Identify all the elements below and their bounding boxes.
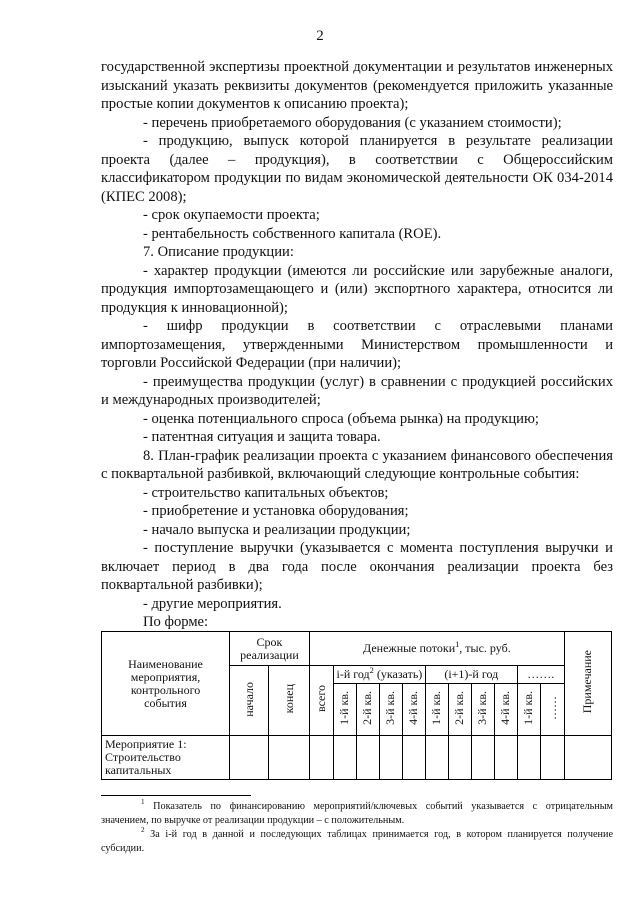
paragraph: - поступление выручки (указывается с момента поступления выручки и включает период в два года после окончания реализации проекта без поквартальной разбивки); (101, 540, 613, 593)
paragraph: - оценка потенциального спроса (объема рынка) на продукцию; (143, 410, 539, 427)
header-quarter: 1-й кв. (517, 684, 540, 736)
footnote-ref: 1 (455, 640, 460, 649)
table-cell (230, 736, 269, 780)
footnote-ref: 2 (369, 666, 374, 675)
header-term: Срок реализации (230, 632, 310, 666)
paragraph: - продукцию, выпуск которой планируется в результате реализации проекта (далее – продукция), в соответствии с Общероссийским классификатором продукции по видам экономической деятельности ОК 034-2014 (КПЕС 2008); (101, 133, 613, 205)
table-cell (517, 736, 540, 780)
section-heading: 8. План-график реализации проекта с указанием финансового обеспечения с поквартальной разбивкой, включающий следующие контрольные события: (101, 447, 613, 482)
paragraph: - перечень приобретаемого оборудования (с указанием стоимости); (143, 114, 562, 131)
page-number: 2 (316, 28, 324, 44)
footnote: $^1$ Показатель по финансированию мероприятий/ключевых событий указывается с отрицательным значением, по выручке от реализации продукции – с положительным. (101, 798, 613, 826)
table-cell (564, 736, 611, 780)
paragraph: - приобретение и установка оборудования; (143, 503, 409, 519)
header-year-i: i-й год$^2$ (указать) (333, 666, 425, 684)
header-quarter: 1-й кв. (425, 684, 448, 736)
header-cash-flows: Денежные потоки$^1$, тыс. руб. (309, 632, 564, 666)
footnote-number: 2 (141, 826, 145, 834)
header-quarter: 3-й кв. (471, 684, 494, 736)
paragraph: - шифр продукции в соответствии с отраслевыми планами импортозамещения, утвержденными Министерством промышленности и торговли Российской Федерации (при наличии); (101, 318, 613, 371)
header-quarter: 3-й кв. (379, 684, 402, 736)
paragraph: - преимущества продукции (услуг) в сравнении с продукцией российских и международных производителей; (101, 373, 613, 408)
footnote: $^2$ За i-й год в данной и последующих таблицах принимается год, в котором планируется получение субсидии. (101, 826, 613, 854)
footnote-divider (101, 795, 251, 796)
header-total: всего (309, 666, 333, 736)
header-year-i-plus-1: (i+1)-й год (425, 666, 517, 684)
header-note: Примечание (564, 632, 611, 736)
footnotes (101, 795, 613, 856)
header-year-more: ……. (517, 666, 564, 684)
paragraph: - срок окупаемости проекта; (143, 207, 320, 223)
table-cell (269, 736, 310, 780)
table-cell (494, 736, 517, 780)
paragraph: - характер продукции (имеются ли российские или зарубежные аналоги, продукция импортозамещающего и (или) экспортного характера, относится ли продукция к инновационной); (101, 262, 613, 316)
table-cell (309, 736, 333, 780)
document-body (101, 58, 613, 632)
paragraph: - строительство капитальных объектов; (143, 484, 389, 501)
header-end: конец (269, 666, 310, 736)
table-cell (471, 736, 494, 780)
table-cell (540, 736, 564, 780)
paragraph: - рентабельность собственного капитала (ROE). (143, 225, 442, 242)
paragraph: По форме: (143, 614, 209, 630)
paragraph: государственной экспертизы проектной документации и результатов инженерных изысканий указать реквизиты документов (рекомендуется приложить указанные простые копии документов к описанию проекта); (101, 59, 613, 112)
header-ellipsis: …… (540, 684, 564, 736)
table-cell (379, 736, 402, 780)
header-quarter: 1-й кв. (333, 684, 356, 736)
header-quarter: 4-й кв. (402, 684, 425, 736)
section-heading: 7. Описание продукции: (143, 244, 294, 260)
plan-schedule-table (101, 631, 612, 780)
table-cell (333, 736, 356, 780)
header-quarter: 4-й кв. (494, 684, 517, 736)
footnote-number: 1 (141, 798, 145, 806)
header-event-name: Наименование мероприятия, контрольного события (102, 632, 230, 736)
header-quarter: 2-й кв. (356, 684, 379, 736)
event-name-cell: Мероприятие 1: Строительство капитальных (102, 736, 230, 780)
paragraph: - патентная ситуация и защита товара. (143, 429, 381, 445)
paragraph: - начало выпуска и реализации продукции; (143, 521, 411, 538)
table-cell (425, 736, 448, 780)
table-cell (356, 736, 379, 780)
table-cell (402, 736, 425, 780)
table-cell (448, 736, 471, 780)
header-start: начало (230, 666, 269, 736)
header-quarter: 2-й кв. (448, 684, 471, 736)
paragraph: - другие мероприятия. (143, 595, 282, 612)
